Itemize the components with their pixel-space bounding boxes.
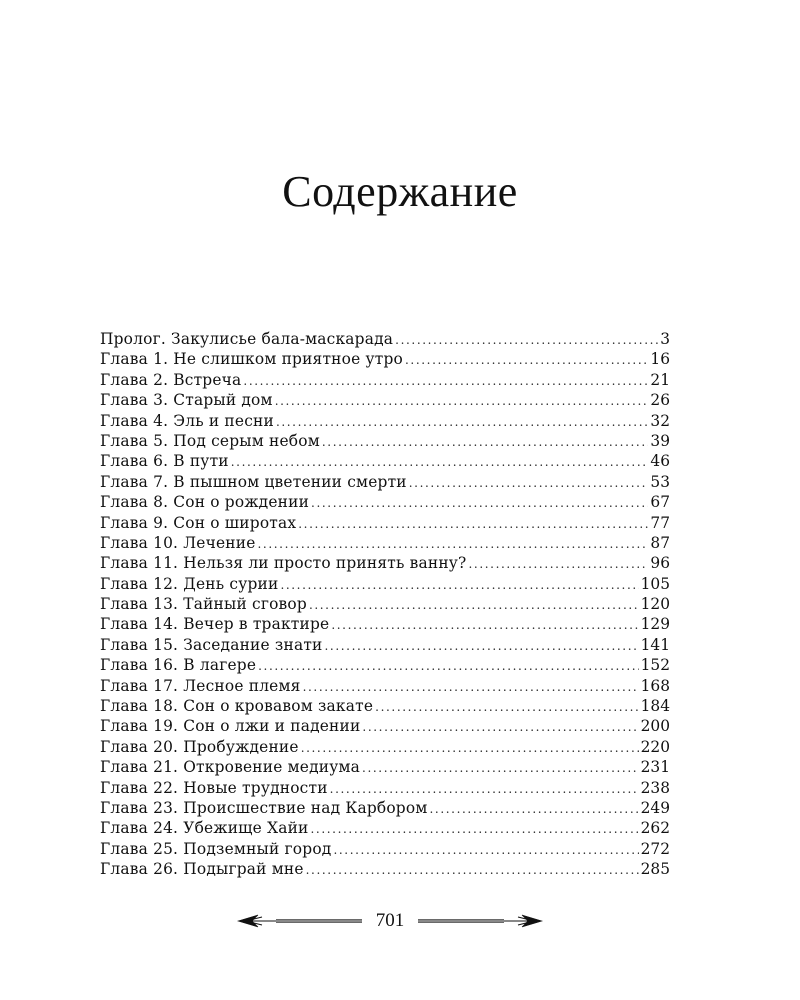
toc-entry-title: Глава 26. Подыграй мне [100,860,304,879]
toc-entry [100,818,670,838]
toc-entry-page: 200 [640,717,670,736]
toc-entry-page: 39 [650,431,670,450]
toc-dot-leader [330,779,639,799]
toc-entry-page: 46 [650,452,670,471]
toc-dot-leader [258,656,638,676]
toc-dot-leader [409,473,649,493]
toc-dot-leader [469,554,649,574]
toc-dot-leader [333,840,638,860]
toc-entry-title: Глава 16. В лагере [100,656,257,675]
toc-entry-page: 26 [650,391,670,410]
toc-entry-title: Глава 18. Сон о кровавом закате [100,697,374,716]
toc-dot-leader [280,575,638,595]
toc-dot-leader [311,819,639,839]
toc-entry-title: Глава 9. Сон о широтах [100,513,297,532]
toc-entry [100,431,670,451]
toc-entry-page: 21 [650,370,670,389]
toc-entry-page: 231 [640,758,670,777]
toc-entry-page: 129 [640,615,670,634]
toc-entry-page: 285 [640,860,670,879]
toc-entry-title: Глава 1. Не слишком приятное утро [100,350,403,369]
toc-entry-title: Пролог. Закулисье бала-маскарада [100,330,394,348]
toc-entry-title: Глава 13. Тайный сговор [100,595,307,614]
page-footer [236,906,544,936]
toc-dot-leader [322,432,649,452]
toc-entry-title: Глава 8. Сон о рождении [100,493,310,512]
toc-entry [100,411,670,431]
toc-entry [100,492,670,512]
toc-dot-leader [298,514,648,534]
toc-entry [100,778,670,798]
toc-entry-title: Глава 2. Встреча [100,370,242,389]
toc-dot-leader [303,677,639,697]
toc-entry [100,451,670,471]
toc-entry-page: 3 [660,330,670,348]
toc-entry-page: 249 [640,798,670,817]
toc-entry [100,594,670,614]
toc-entry-title: Глава 15. Заседание знати [100,635,323,654]
toc-entry-title: Глава 6. В пути [100,452,229,471]
page-title: Содержание [282,167,518,216]
toc-entry-title: Глава 19. Сон о лжи и падении [100,717,361,736]
toc-dot-leader [362,758,639,778]
toc-entry [100,676,670,696]
toc-dot-leader [243,371,648,391]
toc-dot-leader [311,493,648,513]
toc-entry-page: 77 [650,513,670,532]
toc-dot-leader [405,350,648,370]
toc-entry [100,513,670,533]
toc-entry-title: Глава 22. Новые трудности [100,778,328,797]
toc-entry-title: Глава 20. Пробуждение [100,737,299,756]
toc-dot-leader [362,717,638,737]
toc-entry [100,574,670,594]
toc-entry-page: 272 [640,839,670,858]
toc-entry-title: Глава 21. Откровение медиума [100,758,361,777]
toc-dot-leader [275,391,649,411]
toc-entry-page: 184 [640,697,670,716]
toc-entry [100,472,670,492]
toc-dot-leader [231,452,649,472]
toc-entry-page: 141 [640,635,670,654]
toc-dot-leader [331,615,638,635]
toc-entry-page: 67 [650,493,670,512]
toc-entry [100,859,670,879]
toc-entry-page: 105 [640,574,670,593]
toc-entry-title: Глава 3. Старый дом [100,391,273,410]
toc-entry [100,614,670,634]
toc-entry-page: 87 [650,533,670,552]
toc-entry-page: 238 [640,778,670,797]
toc-entry-title: Глава 25. Подземный город [100,839,332,858]
toc-entry-page: 262 [640,819,670,838]
toc-entry-title: Глава 12. День сурии [100,574,279,593]
toc-entry-title: Глава 10. Лечение [100,533,256,552]
toc-entry-page: 220 [640,737,670,756]
table-of-contents [100,329,670,880]
toc-dot-leader [306,860,639,880]
toc-entry [100,798,670,818]
toc-dot-leader [309,595,639,615]
toc-entry [100,716,670,736]
toc-dot-leader [430,799,639,819]
toc-entry-page: 168 [640,676,670,695]
toc-entry [100,839,670,859]
toc-entry-title: Глава 11. Нельзя ли просто принять ванну? [100,554,467,573]
toc-entry-page: 16 [650,350,670,369]
toc-entry-title: Глава 5. Под серым небом [100,431,320,450]
toc-dot-leader [375,697,638,717]
toc-entry [100,370,670,390]
toc-entry [100,635,670,655]
toc-entry [100,655,670,675]
page-number: 701 [370,910,411,931]
toc-entry-page: 152 [640,656,670,675]
toc-entry [100,553,670,573]
toc-dot-leader [276,412,648,432]
toc-dot-leader [395,330,658,350]
toc-entry [100,757,670,777]
toc-entry [100,390,670,410]
toc-entry [100,349,670,369]
toc-entry-page: 120 [640,595,670,614]
toc-entry-title: Глава 14. Вечер в трактире [100,615,330,634]
toc-entry-page: 53 [650,472,670,491]
toc-entry [100,696,670,716]
toc-entry-page: 32 [650,411,670,430]
toc-dot-leader [325,636,639,656]
toc-entry [100,737,670,757]
toc-dot-leader [301,738,639,758]
toc-entry-title: Глава 4. Эль и песни [100,411,274,430]
toc-entry-title: Глава 24. Убежище Хайи [100,819,309,838]
toc-entry-title: Глава 7. В пышном цветении смерти [100,472,407,491]
toc-dot-leader [258,534,649,554]
toc-entry [100,533,670,553]
toc-entry [100,329,670,349]
toc-entry-title: Глава 17. Лесное племя [100,676,301,695]
toc-entry-title: Глава 23. Происшествие над Карбором [100,798,428,817]
toc-entry-page: 96 [650,554,670,573]
